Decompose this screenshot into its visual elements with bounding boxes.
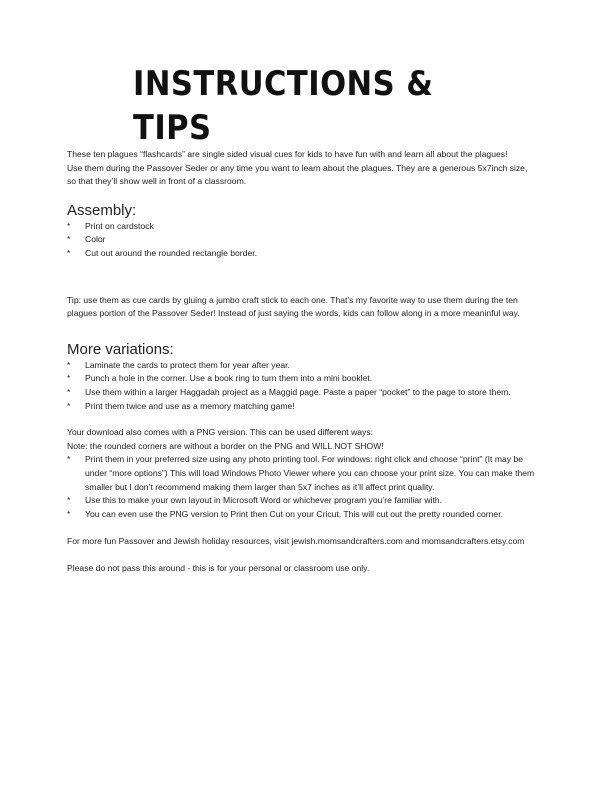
variations-list — [67, 359, 537, 413]
list-item: * Print on cardstock — [67, 220, 537, 234]
list-item: * Print them twice and use as a memory matching game! — [67, 400, 537, 414]
list-item: * Cut out around the rounded rectangle border. — [67, 247, 537, 261]
list-item: * Use this to make your own layout in Microsoft Word or whichever program you’re familiar with. — [67, 494, 537, 508]
list-item: * Print them in your preferred size using any photo printing tool. For windows: right click and choose “print” (It may be under “more options”) This will load Windows Photo Viewer where you can choose your print size. You can make them smaller but I don’t recommend making them larger than 5x7 inches as it’ll affect print quality. — [67, 453, 537, 494]
usage-notice: Please do not pass this around - this is for your personal or classroom use only. — [67, 562, 370, 573]
list-item: * Punch a hole in the corner. Use a book ring to turn them into a mini booklet. — [67, 372, 537, 386]
download-note: Note: the rounded corners are without a border on the PNG and WILL NOT SHOW! — [67, 440, 384, 451]
instructions-body — [67, 148, 537, 575]
variations-heading: More variations: — [67, 340, 174, 358]
download-intro: Your download also comes with a PNG version. This can be used different ways: — [67, 427, 374, 438]
list-item: * Use them within a larger Haggadah project as a Maggid page. Paste a paper “pocket” to the page to store them. — [67, 386, 537, 400]
assembly-list — [67, 220, 537, 261]
list-item: * You can even use the PNG version to Print then Cut on your Cricut. This will cut out the pretty rounded corner. — [67, 508, 537, 522]
more-resources-text: For more fun Passover and Jewish holiday resources, visit jewish.momsandcrafters.com and momsandcrafters.etsy.com — [67, 536, 525, 547]
intro-line-2: Use them during the Passover Seder or any time you want to learn about the plagues. They are a generous 5x7inch size, so that they’ll show well in front of a classroom. — [67, 162, 528, 187]
page-title: INSTRUCTIONS & TIPS — [133, 64, 434, 148]
intro-line-1: These ten plagues “flashcards” are single sided visual cues for kids to have fun with and learn all about the plagues! — [67, 149, 508, 159]
assembly-heading: Assembly: — [67, 201, 137, 219]
download-list — [67, 453, 537, 521]
list-item: * Laminate the cards to protect them for year after year. — [67, 359, 537, 373]
list-item: * Color — [67, 233, 537, 247]
tip-paragraph: Tip: use them as cue cards by gluing a jumbo craft stick to each one. That’s my favorite way to use them during the ten plagues portion of the Passover Seder! Instead of just saying the words, kids can follow along in a more meaninful way. — [67, 294, 520, 319]
